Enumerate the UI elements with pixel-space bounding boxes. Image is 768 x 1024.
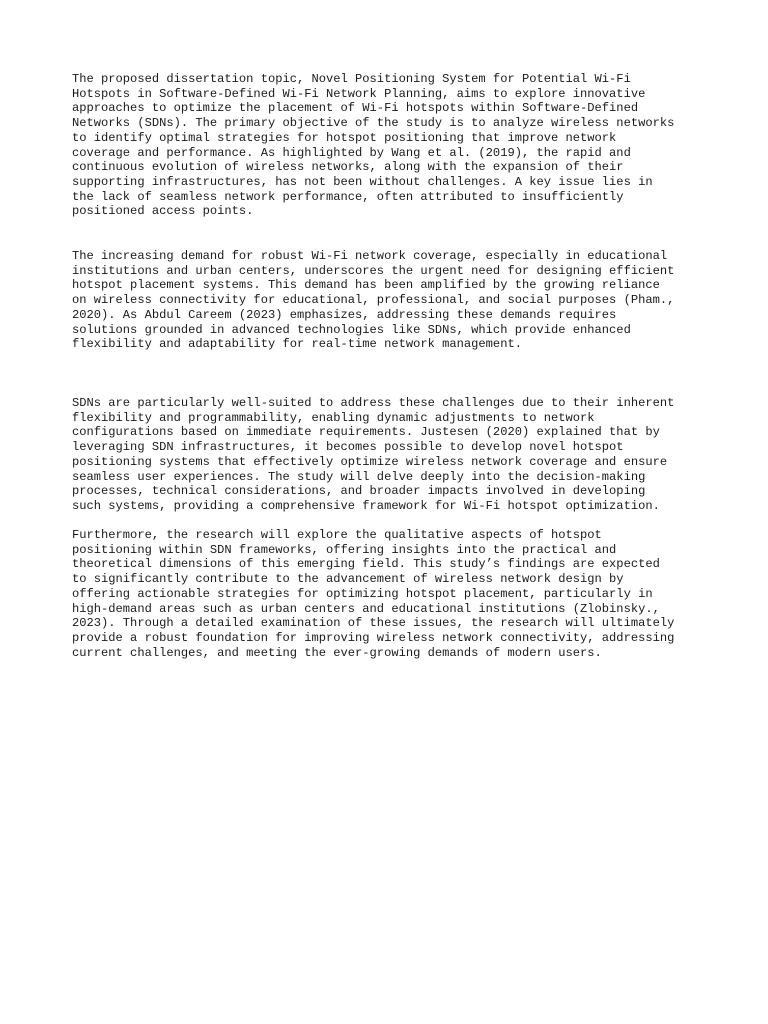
paragraph-demand: The increasing demand for robust Wi-Fi network coverage, especially in educational institutions and urban centers, underscores the urgent need for designing efficient hotspot placement systems. This demand has been amplified by the growing reliance on wireless connectivity for educational, professional, and social purposes (Pham., 2020). As Abdul Careem (2023) emphasizes, addressing these demands requires solutions grounded in advanced technologies like SDNs, which provide enhanced flexibility and adaptability for real-time network management. bbox=[72, 249, 675, 352]
paragraph-sdn: SDNs are particularly well-suited to address these challenges due to their inherent flexibility and programmability, enabling dynamic adjustments to network configurations based on immediate requirements. Justesen (2020) explained that by leveraging SDN infrastructures, it becomes possible to develop novel hotspot positioning systems that effectively optimize wireless network coverage and ensure seamless user experiences. The study will delve deeply into the decision-making processes, technical considerations, and broader impacts involved in developing such systems, providing a comprehensive framework for Wi-Fi hotspot optimization. bbox=[72, 396, 675, 513]
paragraph-introduction: The proposed dissertation topic, Novel Positioning System for Potential Wi-Fi Hotspots in Software-Defined Wi-Fi Network Planning, aims to explore innovative approaches to optimize the placement of Wi-Fi hotspots within Software-Defined Networks (SDNs). The primary objective of the study is to analyze wireless networks to identify optimal strategies for hotspot positioning that improve network coverage and performance. As highlighted by Wang et al. (2019), the rapid and continuous evolution of wireless networks, along with the expansion of their supporting infrastructures, has not been without challenges. A key issue lies in the lack of seamless network performance, often attributed to insufficiently positioned access points. bbox=[72, 72, 675, 219]
paragraph-research-scope: Furthermore, the research will explore the qualitative aspects of hotspot positioning within SDN frameworks, offering insights into the practical and theoretical dimensions of this emerging field. This study’s findings are expected to significantly contribute to the advancement of wireless network design by offering actionable strategies for optimizing hotspot placement, particularly in high-demand areas such as urban centers and educational institutions (Zlobinsky., 2023). Through a detailed examination of these issues, the research will ultimately provide a robust foundation for improving wireless network connectivity, addressing current challenges, and meeting the ever-growing demands of modern users. bbox=[72, 528, 675, 660]
